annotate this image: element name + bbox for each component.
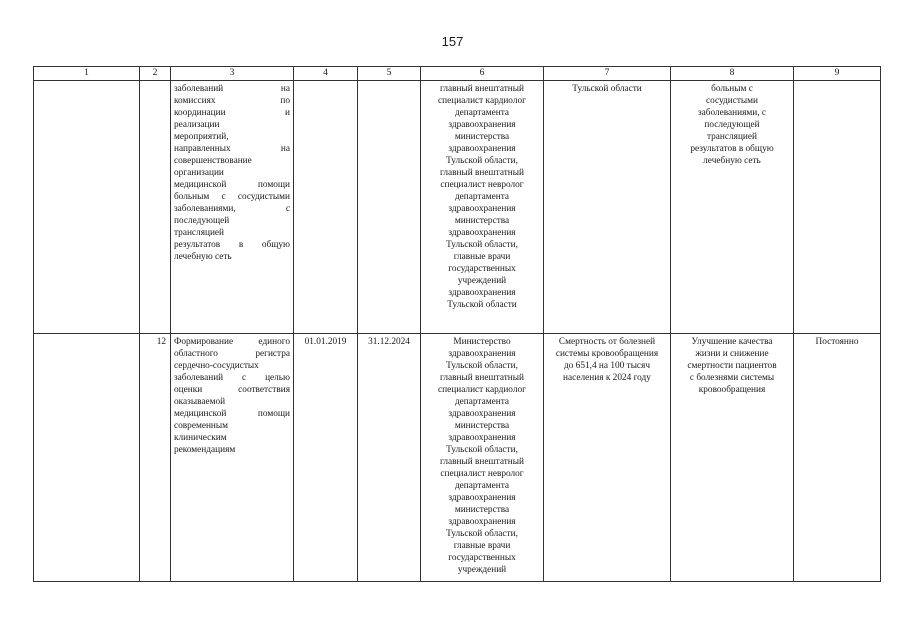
cell-text-line: главные врачи: [453, 252, 511, 262]
cell-text-line: министерства: [454, 505, 510, 515]
cell-text-line: последующей: [174, 216, 230, 226]
cell-text-line: лечебную сеть: [703, 156, 761, 166]
cell-text-line: Министерство: [453, 337, 511, 347]
cell-text-line: последующей: [704, 120, 760, 130]
cell-text-line: государственных: [448, 264, 516, 274]
header-cell-3: 3: [171, 67, 294, 81]
cell-text-line: департамента: [454, 481, 510, 491]
cell-text-line: министерства: [454, 421, 510, 431]
cell-text-line: главный внештатный: [440, 84, 524, 94]
cell-text-line: учреждений: [457, 565, 507, 575]
cell-text-line: здравоохранения: [448, 288, 516, 298]
cell-text-line: здравоохранения: [448, 433, 516, 443]
cell-text-line: здравоохранения: [448, 120, 516, 130]
cell-text-line: областного регистра: [174, 349, 290, 359]
cell-text-line: больным с сосудистыми: [174, 192, 290, 202]
cell-text-line: главные врачи: [453, 541, 511, 551]
cell-text-line: главный внештатный: [440, 373, 524, 383]
header-cell-8: 8: [671, 67, 794, 81]
cell-text-line: заболеваний на: [174, 84, 290, 94]
cell-text-line: результатов в общую: [174, 240, 290, 250]
cell-text-line: направленных на: [174, 144, 290, 154]
cell-text-line: Тульской области: [447, 300, 517, 310]
cell-text-line: учреждений: [457, 276, 507, 286]
header-row: [34, 67, 881, 81]
cell-text-line: Тульской области,: [446, 445, 518, 455]
cell-text-line: специалист кардиолог: [438, 385, 526, 395]
cell-text-line: Тульской области,: [446, 361, 518, 371]
header-cell-7: 7: [544, 67, 671, 81]
cell-text-line: здравоохранения: [448, 517, 516, 527]
cell-text-line: министерства: [454, 216, 510, 226]
cell-text-line: здравоохранения: [448, 228, 516, 238]
cell-text-line: департамента: [454, 397, 510, 407]
cell-text-line: с болезнями системы: [689, 373, 775, 383]
cell-text-line: медицинской помощи: [174, 180, 290, 190]
cell-text-line: министерства: [454, 132, 510, 142]
cell-text-line: Формирование единого: [174, 337, 290, 347]
cell-text-line: Смертность от болезней: [558, 337, 656, 347]
cell-text-line: смертности пациентов: [687, 361, 777, 371]
cell-text-line: департамента: [454, 192, 510, 202]
cell-text-line: оказываемой: [174, 397, 226, 407]
cell-text-line: Улучшение качества: [691, 337, 773, 347]
start-date: 01.01.2019: [294, 334, 358, 582]
end-date: 31.12.2024: [358, 334, 421, 582]
header-cell-4: 4: [294, 67, 358, 81]
table-row: [34, 81, 881, 334]
cell-text-line: Тульской области,: [446, 529, 518, 539]
cell-text-line: системы кровообращения: [555, 349, 659, 359]
table-row: [34, 334, 881, 582]
cell-text-line: жизни и снижение: [695, 349, 769, 359]
cell-text-line: населения к 2024 году: [563, 373, 651, 383]
cell-text-line: специалист кардиолог: [438, 96, 526, 106]
responsible-cell: [421, 81, 544, 334]
cell-text-line: трансляцией: [174, 228, 225, 238]
cell-text-line: заболеваниями, с: [697, 108, 767, 118]
cell-text-line: специалист невролог: [440, 469, 524, 479]
header-cell-2: 2: [140, 67, 171, 81]
start-date: [294, 81, 358, 334]
cell-text-line: главный внештатный: [440, 168, 524, 178]
cell-text-line: трансляцией: [706, 132, 758, 142]
cell-text-line: координации и: [174, 108, 290, 118]
cell-text-line: главный внештатный: [440, 457, 524, 467]
header-cell-6: 6: [421, 67, 544, 81]
cell-text-line: совершенствование: [174, 156, 252, 166]
row-cell-1: [34, 81, 140, 334]
header-cell-5: 5: [358, 67, 421, 81]
row-cell-1: [34, 334, 140, 582]
indicator-cell: [544, 334, 671, 582]
cell-text-line: Тульской области,: [446, 156, 518, 166]
cell-text-line: до 651,4 на 100 тысяч: [563, 361, 651, 371]
measure-cell: [171, 81, 294, 334]
end-date: [358, 81, 421, 334]
cell-text-line: заболеваний с целью: [174, 373, 290, 383]
row-number: [140, 81, 171, 334]
cell-text-line: здравоохранения: [448, 144, 516, 154]
cell-text-line: реализации: [174, 120, 220, 130]
cell-text-line: лечебную сеть: [174, 252, 232, 262]
frequency-cell: Постоянно: [794, 334, 881, 582]
row-number: 12: [140, 334, 171, 582]
cell-text-line: здравоохранения: [448, 349, 516, 359]
indicator-cell: [544, 81, 671, 334]
cell-text-line: государственных: [448, 553, 516, 563]
cell-text-line: результатов в общую: [690, 144, 774, 154]
cell-text-line: современным: [174, 421, 229, 431]
cell-text-line: заболеваниями, с: [174, 204, 290, 214]
cell-text-line: Тульской области: [572, 84, 642, 94]
frequency-cell: [794, 81, 881, 334]
header-cell-1: 1: [34, 67, 140, 81]
cell-text-line: специалист невролог: [440, 180, 524, 190]
cell-text-line: здравоохранения: [448, 204, 516, 214]
cell-text-line: организации: [174, 168, 224, 178]
cell-text-line: департамента: [454, 108, 510, 118]
cell-text-line: здравоохранения: [448, 409, 516, 419]
plan-table: [33, 66, 881, 582]
cell-text-line: Тульской области,: [446, 240, 518, 250]
cell-text-line: сосудистыми: [705, 96, 759, 106]
cell-text-line: сердечно-сосудистых: [174, 361, 259, 371]
cell-text-line: мероприятий,: [174, 132, 229, 142]
cell-text-line: медицинской помощи: [174, 409, 290, 419]
cell-text-line: рекомендациям: [174, 445, 236, 455]
responsible-cell: [421, 334, 544, 582]
result-cell: [671, 334, 794, 582]
cell-text-line: клиническим: [174, 433, 227, 443]
header-cell-9: 9: [794, 67, 881, 81]
cell-text-line: комиссиях по: [174, 96, 290, 106]
page-number: 157: [441, 34, 464, 49]
cell-text-line: оценки соответствия: [174, 385, 290, 395]
cell-text-line: кровообращения: [698, 385, 766, 395]
measure-cell: [171, 334, 294, 582]
cell-text-line: здравоохранения: [448, 493, 516, 503]
result-cell: [671, 81, 794, 334]
cell-text-line: больным с: [711, 84, 753, 94]
